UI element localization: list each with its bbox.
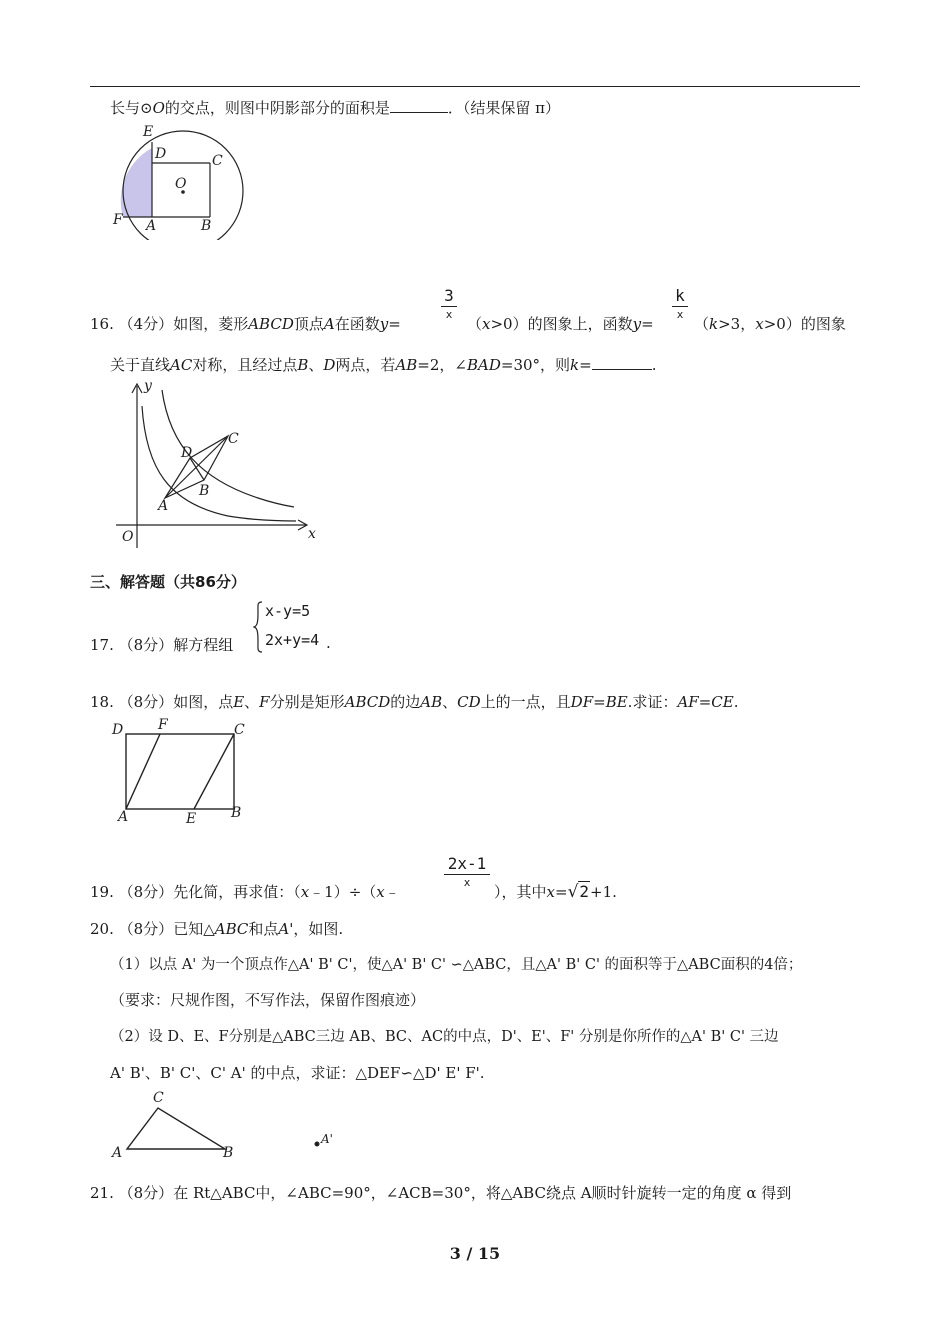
q18-cd: CD bbox=[457, 693, 481, 711]
q16-eq2: = bbox=[641, 315, 654, 333]
q20-label-a: A bbox=[112, 1145, 123, 1161]
q16-l2e: =30°，则 bbox=[500, 356, 571, 374]
q18-label-c: C bbox=[234, 722, 245, 738]
q20-figure bbox=[108, 1086, 348, 1164]
q18-number: 18. bbox=[90, 693, 114, 711]
q20-abc: ABC bbox=[214, 920, 249, 938]
q19-sqrt-icon: √ bbox=[567, 882, 579, 902]
q18-p7: = bbox=[698, 693, 712, 711]
q18-af: AF bbox=[677, 693, 699, 711]
q16-f1-den: x bbox=[445, 308, 453, 321]
header-rule bbox=[90, 86, 860, 87]
q19-x1: x bbox=[300, 883, 310, 901]
q15-text bbox=[110, 97, 560, 118]
q16-d: D bbox=[323, 356, 336, 374]
q15-label-d: D bbox=[155, 146, 167, 162]
q18-be: BE bbox=[605, 693, 628, 711]
q20-label-c: C bbox=[153, 1090, 164, 1106]
q18-ce: CE bbox=[711, 693, 734, 711]
section-3-heading: 三、解答题（共86分） bbox=[90, 573, 246, 591]
q16-label-y: y bbox=[144, 378, 152, 394]
page-number: 3 / 15 bbox=[449, 1244, 501, 1263]
q16-line2 bbox=[110, 354, 656, 375]
q16-cond2-b: >3， bbox=[718, 315, 756, 333]
q16-l2f: = bbox=[579, 356, 592, 374]
q18-end: . bbox=[733, 693, 739, 711]
q20-triangle-abc bbox=[127, 1108, 225, 1149]
q15-label-f: F bbox=[113, 212, 123, 228]
q18-dun1: 、 bbox=[244, 693, 260, 711]
q16-cond1-open: （ bbox=[467, 315, 483, 333]
q16-p2: 顶点 bbox=[293, 315, 324, 333]
q16-ac: AC bbox=[170, 356, 193, 374]
q16-cond1 bbox=[467, 313, 654, 334]
q18-p2: 分别是矩形 bbox=[269, 693, 345, 711]
q21-score: （8分） bbox=[118, 1184, 174, 1202]
q15-circle-name: O bbox=[152, 99, 165, 117]
q17-prompt: 解方程组 bbox=[173, 636, 234, 654]
q18-score: （8分） bbox=[118, 693, 174, 711]
q20-sub-1: （1）以点 A' 为一个顶点作△A' B' C'，使△A' B' C' ∽△ABC，且△A' B' C' 的面积等于△ABC面积的4倍； bbox=[110, 957, 803, 973]
q16-number: 16. bbox=[90, 315, 114, 333]
q16-label-a: A bbox=[158, 498, 169, 514]
q18-rectangle-abcd bbox=[126, 734, 234, 809]
q15-label-b: B bbox=[201, 218, 212, 234]
q20-point-a-prime bbox=[315, 1142, 320, 1147]
q16-diagonal-ac bbox=[165, 436, 228, 498]
q18-label-a: A bbox=[118, 809, 129, 825]
q16-label-d: D bbox=[181, 445, 193, 461]
q16-abcd: ABCD bbox=[248, 315, 294, 333]
q17-number: 17. bbox=[90, 636, 114, 654]
q17-brace-icon bbox=[253, 601, 263, 653]
q19-sqrt-arg: 2 bbox=[579, 882, 590, 901]
q16-p1: 如图，菱形 bbox=[173, 315, 249, 333]
q20-p1: 已知△ bbox=[173, 920, 215, 938]
q15-answer-blank[interactable] bbox=[390, 111, 448, 113]
q18-dun2: 、 bbox=[442, 693, 458, 711]
q16-f2-bar bbox=[672, 306, 688, 307]
q16-l2a: 关于直线 bbox=[110, 356, 171, 374]
q18-e: E bbox=[233, 693, 245, 711]
q16-y2: y bbox=[632, 315, 642, 333]
q19-p6: +1. bbox=[590, 883, 617, 901]
q17-equation-2: 2x+y=4 bbox=[265, 631, 320, 649]
q16-l2b: 对称，且经过点 bbox=[192, 356, 298, 374]
q16-score: （4分） bbox=[118, 315, 174, 333]
q16-label-c: C bbox=[228, 431, 239, 447]
q16-label-b: B bbox=[199, 483, 210, 499]
q20-text bbox=[90, 918, 343, 939]
q21-prompt: 在 Rt△ABC中，∠ABC=90°，∠ACB=30°，将△ABC绕点 A顺时针旋转一定的角度 α 得到 bbox=[173, 1184, 792, 1202]
q16-f2-den: x bbox=[676, 308, 684, 321]
q18-p1: 如图，点 bbox=[173, 693, 234, 711]
q16-cond2-k: k bbox=[709, 315, 719, 333]
q20-ap: A' bbox=[278, 920, 294, 938]
q16-cond1-x: x bbox=[482, 315, 491, 333]
q20-score: （8分） bbox=[118, 920, 174, 938]
q16-b: B bbox=[297, 356, 309, 374]
q16-fraction-k-over-x bbox=[672, 286, 688, 321]
q16-figure bbox=[108, 378, 328, 553]
q16-f1-num: 3 bbox=[444, 286, 454, 305]
q18-df: DF bbox=[570, 693, 594, 711]
q20-label-b: B bbox=[223, 1145, 234, 1161]
q19-score: （8分） bbox=[118, 883, 174, 901]
q16-f1-bar bbox=[441, 306, 457, 307]
q20-label-a-prime: A' bbox=[321, 1132, 333, 1146]
q20-sub-1-note: （要求：尺规作图，不写作法，保留作图痕迹） bbox=[110, 991, 426, 1009]
q18-figure bbox=[108, 715, 258, 827]
q19-f-num: 2x-1 bbox=[447, 854, 487, 873]
q15-label-c: C bbox=[212, 153, 223, 169]
q16-answer-blank[interactable] bbox=[592, 368, 652, 370]
q16-f2-num: k bbox=[675, 286, 685, 305]
q16-a: A bbox=[323, 315, 335, 333]
q16-cond2 bbox=[694, 313, 846, 334]
q20-sub-2-cont: A' B'、B' C'、C' A' 的中点，求证：△DEF∽△D' E' F'. bbox=[110, 1064, 485, 1082]
q16-l2c: 两点，若 bbox=[335, 356, 396, 374]
q19-p1: 先化简，再求值：（ bbox=[173, 883, 301, 901]
q19-x3: x bbox=[546, 883, 555, 901]
q16-cond2-x: x bbox=[755, 315, 764, 333]
q18-p5: = bbox=[593, 693, 606, 711]
q19-f-bar bbox=[444, 874, 490, 875]
q19-text bbox=[90, 881, 400, 902]
q20-p3: ，如图. bbox=[293, 920, 344, 938]
q16-fraction-3-over-x bbox=[441, 286, 457, 321]
q16-label-o: O bbox=[122, 529, 134, 545]
q15-label-o: O bbox=[175, 176, 187, 192]
q18-p4: 上的一点，且 bbox=[480, 693, 571, 711]
q18-line-af bbox=[126, 734, 160, 809]
q16-bad: BAD bbox=[466, 356, 501, 374]
q18-f: F bbox=[259, 693, 270, 711]
q16-cond2-c: >0）的图象 bbox=[763, 315, 846, 333]
q18-label-d: D bbox=[112, 722, 124, 738]
q19-p5: = bbox=[554, 883, 568, 901]
q16-y1: y bbox=[379, 315, 389, 333]
q16-cond1-rest: >0）的图象上，函数 bbox=[490, 315, 633, 333]
q18-ab: AB bbox=[420, 693, 443, 711]
q16-end: . bbox=[651, 356, 657, 374]
q16-eq1: = bbox=[388, 315, 401, 333]
q15-text-a: 长与⊙ bbox=[110, 99, 153, 117]
q17-period: . bbox=[326, 634, 331, 652]
q15-text-c: ．（结果保留 π） bbox=[447, 99, 561, 117]
q18-p3: 的边 bbox=[390, 693, 421, 711]
q18-label-b: B bbox=[231, 805, 242, 821]
q16-p3: 在函数 bbox=[334, 315, 380, 333]
q20-sub-2: （2）设 D、E、F分别是△ABC三边 AB、BC、AC的中点，D'、E'、F' 分别是你所作的△A' B' C' 三边 bbox=[110, 1029, 779, 1045]
q15-label-e: E bbox=[143, 124, 154, 140]
q15-text-b: 的交点，则图中阴影部分的面积是 bbox=[164, 99, 390, 117]
q21-text bbox=[90, 1182, 791, 1203]
q18-p6: .求证： bbox=[627, 693, 678, 711]
q19-number: 19. bbox=[90, 883, 114, 901]
q19-p2: ﹣1）÷（ bbox=[309, 883, 377, 901]
q17-score: （8分） bbox=[118, 636, 174, 654]
q16-line1 bbox=[90, 313, 401, 334]
q16-cond2-open: （ bbox=[694, 315, 710, 333]
q15-figure bbox=[105, 120, 255, 240]
q18-text bbox=[90, 691, 739, 712]
q19-f-den: x bbox=[463, 876, 471, 889]
q20-p2: 和点 bbox=[248, 920, 279, 938]
q18-line-ec bbox=[194, 734, 234, 809]
q20-number: 20. bbox=[90, 920, 114, 938]
q19-p4: ），其中 bbox=[494, 883, 547, 901]
q16-l2d: =2，∠ bbox=[417, 356, 467, 374]
q19-fraction bbox=[444, 854, 490, 889]
q18-label-e: E bbox=[186, 811, 197, 827]
q16-k: k bbox=[570, 356, 580, 374]
q18-abcd: ABCD bbox=[344, 693, 391, 711]
q15-label-a: A bbox=[146, 218, 157, 234]
q19-text-tail bbox=[494, 881, 617, 902]
q16-label-x: x bbox=[308, 526, 316, 542]
q17-equation-1: x-y=5 bbox=[265, 602, 311, 620]
q17-text bbox=[90, 634, 233, 655]
q19-p3: ﹣ bbox=[384, 883, 400, 901]
q16-dun: 、 bbox=[308, 356, 324, 374]
q19-x2: x bbox=[376, 883, 385, 901]
q21-number: 21. bbox=[90, 1184, 114, 1202]
q16-ab: AB bbox=[395, 356, 418, 374]
q18-label-f: F bbox=[158, 717, 168, 733]
